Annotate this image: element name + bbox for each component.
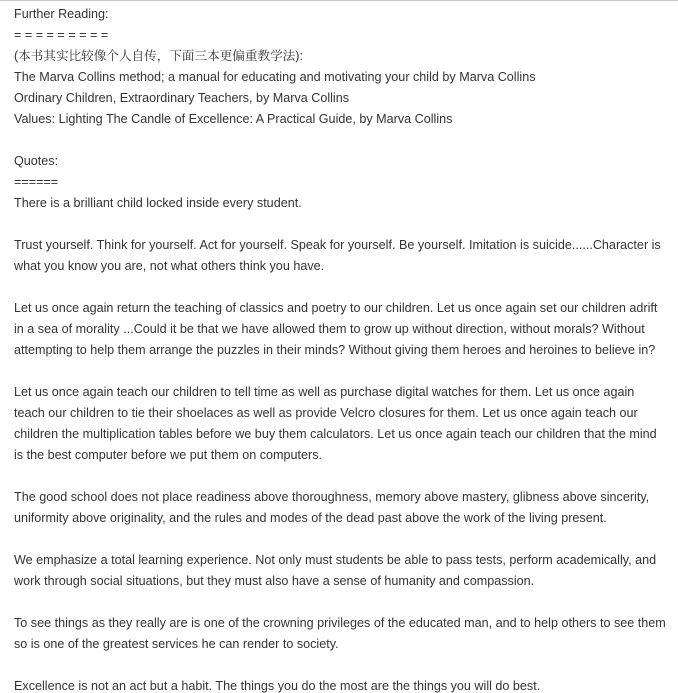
quote-line: what you know you are, not what others think you have. <box>14 259 325 273</box>
quote-paragraph <box>14 487 678 529</box>
book-item: Ordinary Children, Extraordinary Teachers, by Marva Collins <box>14 91 350 105</box>
spacer <box>14 592 678 613</box>
quote-line: uniformity above originality, and the rules and modes of the dead past above the work of the living present. <box>14 511 607 525</box>
quote-paragraph <box>14 382 678 466</box>
quote-line: children the multiplication tables before we buy them calculators. Let us once again teach our children that the mind <box>14 427 657 441</box>
quote-line: Trust yourself. Think for yourself. Act for yourself. Speak for yourself. Be yourself. Imitation is suicide......Character is <box>14 238 661 252</box>
further-reading-rule: = = = = = = = = = <box>14 28 109 42</box>
quote-line: is the best computer before we put them on computers. <box>14 448 323 462</box>
quote-paragraph <box>14 613 678 655</box>
quote-paragraph <box>14 298 678 361</box>
quote-line: in a sea of morality ...Could it be that we have allowed them to grow up without direction, without morals? Without <box>14 322 645 336</box>
quote-line: teach our children to tie their shoelaces as well as provide Velcro closures for them. Let us once again teach our <box>14 406 638 420</box>
book-item: Values: Lighting The Candle of Excellence: A Practical Guide, by Marva Collins <box>14 112 453 126</box>
quote-line: The good school does not place readiness above thoroughness, memory above mastery, glibness above sincerity, <box>14 490 650 504</box>
quote-line: Let us once again teach our children to tell time as well as purchase digital watches for them. Let us once again <box>14 385 635 399</box>
further-reading-heading: Further Reading: <box>14 7 109 21</box>
further-reading-note: (本书其实比较像个人自传，下面三本更偏重教学法): <box>14 49 303 63</box>
quote-paragraph <box>14 676 678 693</box>
quote-line: To see things as they really are is one of the crowning privileges of the educated man, and to help others to see them <box>14 616 666 630</box>
spacer <box>14 529 678 550</box>
spacer <box>14 214 678 235</box>
quote-line: There is a brilliant child locked inside every student. <box>14 196 302 210</box>
quote-paragraph <box>14 550 678 592</box>
quotes-rule: ====== <box>14 175 59 189</box>
quotes-heading: Quotes: <box>14 154 59 168</box>
quote-line: Let us once again return the teaching of classics and poetry to our children. Let us once again set our children adrift <box>14 301 658 315</box>
document-content <box>14 4 678 693</box>
quote-paragraph <box>14 193 678 214</box>
spacer <box>14 466 678 487</box>
quote-line: attempting to help them arrange the puzzles in their minds? Without giving them heroes and heroines to believe in? <box>14 343 656 357</box>
quote-line: so is one of the greatest services he can render to society. <box>14 637 339 651</box>
book-item: The Marva Collins method; a manual for educating and motivating your child by Marva Collins <box>14 70 536 84</box>
quote-line: Excellence is not an act but a habit. The things you do the most are the things you will do best. <box>14 679 541 693</box>
spacer <box>14 277 678 298</box>
spacer <box>14 361 678 382</box>
quote-line: We emphasize a total learning experience. Not only must students be able to pass tests, perform academically, and <box>14 553 657 567</box>
spacer <box>14 655 678 676</box>
quote-line: work through social situations, but they must also have a sense of humanity and compassion. <box>14 574 535 588</box>
quote-paragraph <box>14 235 678 277</box>
spacer <box>14 130 678 151</box>
